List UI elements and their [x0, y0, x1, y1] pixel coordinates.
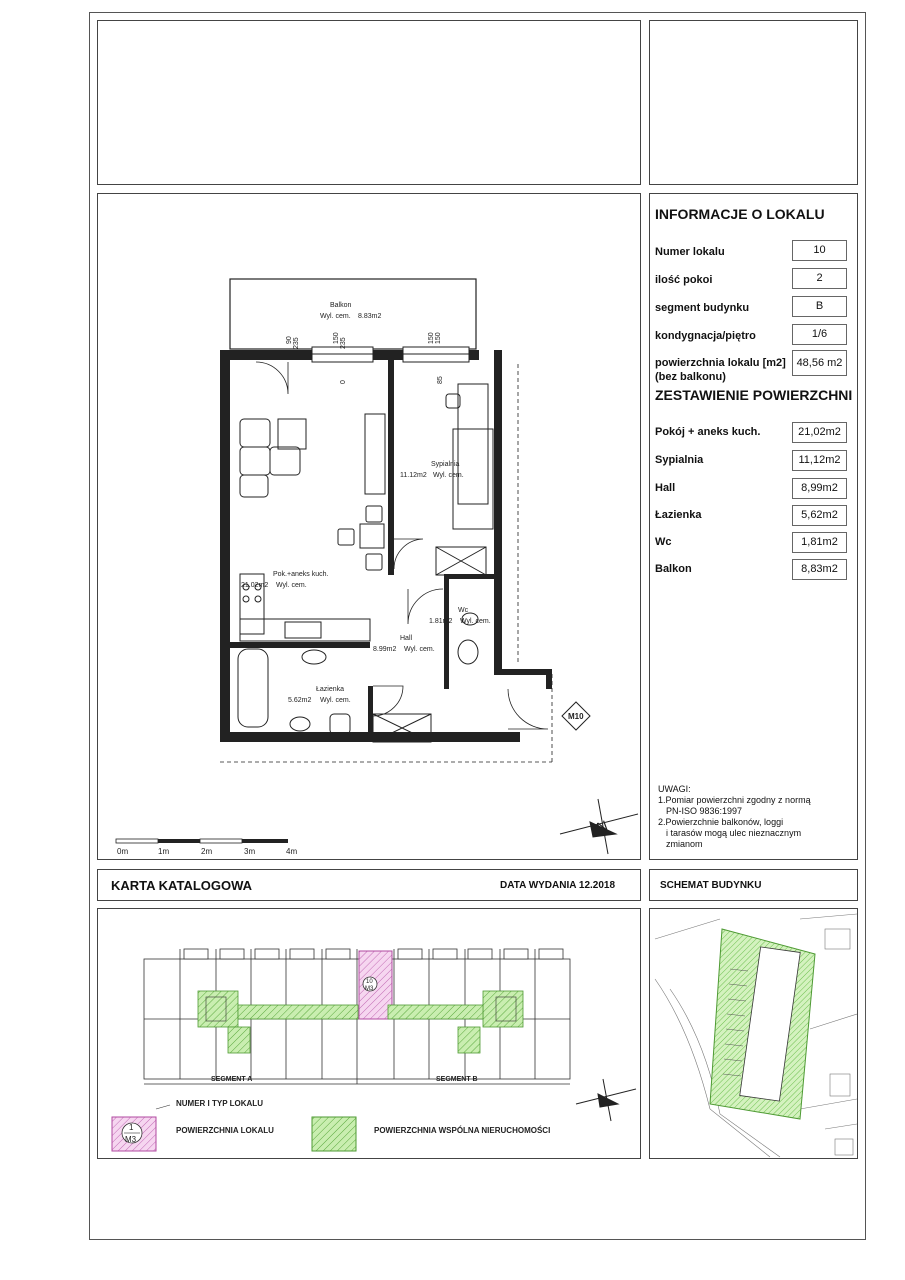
wall-west [220, 350, 230, 742]
segment-plan-drawing [98, 909, 640, 1158]
dim-4: 235 [340, 337, 347, 349]
floor-plan-drawing [98, 194, 640, 859]
summary-title: ZESTAWIENIE POWIERZCHNI [655, 387, 853, 403]
notes-line-4: i tarasów mogą ulec nieznacznym [666, 828, 802, 838]
schema-title: SCHEMAT BUDYNKU [660, 880, 762, 891]
svg-text:N: N [594, 816, 610, 836]
site-plan-panel [649, 908, 858, 1159]
scale-label-2: 2m [201, 847, 213, 856]
wall-east-bedroom [494, 350, 502, 675]
info-panel [649, 193, 858, 860]
area-label-lazienka: Łazienka [655, 509, 702, 521]
bed [453, 429, 493, 529]
wall-bath-east [368, 686, 373, 732]
door-entry [508, 689, 548, 729]
wall-south [220, 732, 520, 742]
bath-sink [302, 650, 326, 664]
header-right-box [649, 20, 858, 185]
chair-3 [366, 554, 382, 570]
room-hall-desc: Wyl. cem. [404, 646, 435, 653]
issue-date: DATA WYDANIA 12.2018 [500, 880, 616, 891]
area-value-balkon: 8,83m2 [792, 559, 847, 580]
room-living-desc: Wyl. cem. [276, 582, 307, 589]
wardrobe-living [365, 414, 385, 494]
balcony-desc: Wyl. cem. [320, 313, 351, 320]
site-plan-drawing [650, 909, 857, 1158]
row-value-numer: 10 [792, 240, 847, 261]
scale-label-4: 4m [286, 847, 298, 856]
row-label-pokoi: ilość pokoi [655, 274, 713, 286]
room-living-area: 21.02m2 [241, 582, 269, 589]
bath-toilet [290, 717, 310, 731]
sofa-part-3 [270, 447, 300, 475]
schema-header-bar [649, 869, 858, 901]
room-bedroom-desc: Wyl. cem. [433, 472, 464, 479]
room-bath-name: Łazienka [316, 686, 345, 693]
scale-label-3: 3m [244, 847, 256, 856]
unit-marker-bottom: M3 [365, 986, 374, 992]
legend [112, 1099, 550, 1151]
dim-1: 90 [286, 336, 293, 344]
legend-marker-top: 1 [129, 1123, 134, 1132]
unit-marker-top: 10 [366, 979, 373, 985]
scale-label-1: 1m [158, 847, 170, 856]
row-value-segment: B [792, 296, 847, 317]
wall-north-b [373, 350, 403, 360]
row-label-kondygnacja: kondygnacja/piętro [655, 330, 756, 342]
north-arrow-icon [560, 799, 638, 854]
dim-5: 150 [428, 332, 435, 344]
wall-corridor [502, 669, 547, 675]
room-bedroom-area: 11.12m2 [400, 472, 427, 479]
wall-wc-west [444, 579, 449, 689]
area-value-wc: 1,81m2 [792, 532, 847, 553]
segment-b-label: SEGMENT B [436, 1076, 478, 1083]
room-wc-area: 1.81m2 [429, 618, 453, 625]
segment-plan-panel [97, 908, 641, 1159]
notes-line-2: PN-ISO 9836:1997 [666, 806, 743, 816]
wall-corridor-post [546, 669, 552, 689]
scale-label-0: 0m [117, 847, 129, 856]
header-left-box [97, 20, 641, 185]
notes-title: UWAGI: [658, 784, 691, 794]
balcony-area: 8.83m2 [358, 313, 382, 320]
row-label-segment: segment budynku [655, 302, 750, 314]
legend-common-swatch [312, 1117, 356, 1151]
room-hall-name: Hall [400, 635, 413, 642]
row-label-powierzchnia-2: (bez balkonu) [655, 371, 726, 383]
notes [658, 784, 848, 850]
area-label-balkon: Balkon [655, 563, 692, 575]
wall-partition [388, 360, 394, 575]
room-bath-area: 5.62m2 [288, 697, 312, 704]
area-value-lazienka: 5,62m2 [792, 505, 847, 526]
dining-table [360, 524, 384, 548]
scale-bar [116, 839, 288, 843]
area-label-wc: Wc [655, 536, 672, 548]
area-label-hall: Hall [655, 482, 676, 494]
room-wc-name: Wc [458, 607, 469, 614]
chair-2 [338, 529, 354, 545]
door-bedroom [394, 539, 423, 569]
info-title: INFORMACJE O LOKALU [655, 206, 825, 222]
wall-bath-top [230, 642, 370, 648]
segment-a-label: SEGMENT A [211, 1076, 253, 1083]
dim-6: 150 [435, 332, 442, 344]
wardrobe-bedroom [458, 384, 488, 504]
room-hall-area: 8.99m2 [373, 646, 397, 653]
floor-plan-panel [97, 193, 641, 860]
room-living-name: Pok.+aneks kuch. [273, 571, 329, 578]
area-value-hall: 8,99m2 [792, 478, 847, 499]
catalog-header-bar [97, 869, 641, 901]
legend-numer-label: NUMER I TYP LOKALU [176, 1099, 263, 1108]
door-bath [373, 686, 403, 716]
kitchen-sink [285, 622, 321, 638]
dim-3: 150 [333, 332, 340, 344]
area-label-sypialnia: Sypialnia [655, 454, 704, 466]
segment-north-arrow-icon [576, 1079, 636, 1121]
row-value-pokoi: 2 [792, 268, 847, 289]
table-small [278, 419, 306, 449]
wc-toilet [458, 640, 478, 664]
balcony-name: Balkon [330, 302, 352, 309]
notes-line-1: 1.Pomiar powierzchni zgodny z normą [658, 795, 811, 805]
dim-7: 0 [340, 380, 347, 384]
unit-tag-label: M10 [568, 712, 584, 721]
area-label-pokoj: Pokój + aneks kuch. [655, 426, 761, 438]
notes-line-5: zmianom [666, 839, 703, 849]
area-value-sypialnia: 11,12m2 [792, 450, 847, 471]
wall-north-a [220, 350, 312, 360]
wall-north-c [469, 350, 479, 360]
sofa-part-2 [240, 447, 270, 475]
legend-pow-wspolna-label: POWIERZCHNIA WSPÓLNA NIERUCHOMOŚCI [374, 1126, 551, 1135]
bathtub [238, 649, 268, 727]
area-value-pokoj: 21,02m2 [792, 422, 847, 443]
row-label-numer: Numer lokalu [655, 246, 725, 258]
dim-8: 85 [437, 376, 444, 384]
legend-marker-bottom: M3 [125, 1135, 137, 1144]
room-bath-desc: Wyl. cem. [320, 697, 351, 704]
notes-line-3: 2.Powierzchnie balkonów, loggi [658, 817, 784, 827]
legend-pow-lokalu-label: POWIERZCHNIA LOKALU [176, 1126, 274, 1135]
chair-1 [366, 506, 382, 522]
row-label-powierzchnia: powierzchnia lokalu [m2] [655, 357, 786, 369]
room-bedroom-name: Sypialnia [431, 461, 460, 468]
sofa-part-1 [240, 419, 270, 447]
washing-machine [330, 714, 350, 734]
catalog-title: KARTA KATALOGOWA [111, 878, 253, 893]
room-wc-desc: Wyl. cem. [460, 618, 491, 625]
armchair [240, 475, 268, 497]
door-balcony [256, 362, 288, 394]
dim-2: 235 [293, 337, 300, 349]
row-value-kondygnacja: 1/6 [792, 324, 847, 345]
row-value-powierzchnia: 48,56 m2 [792, 350, 847, 376]
